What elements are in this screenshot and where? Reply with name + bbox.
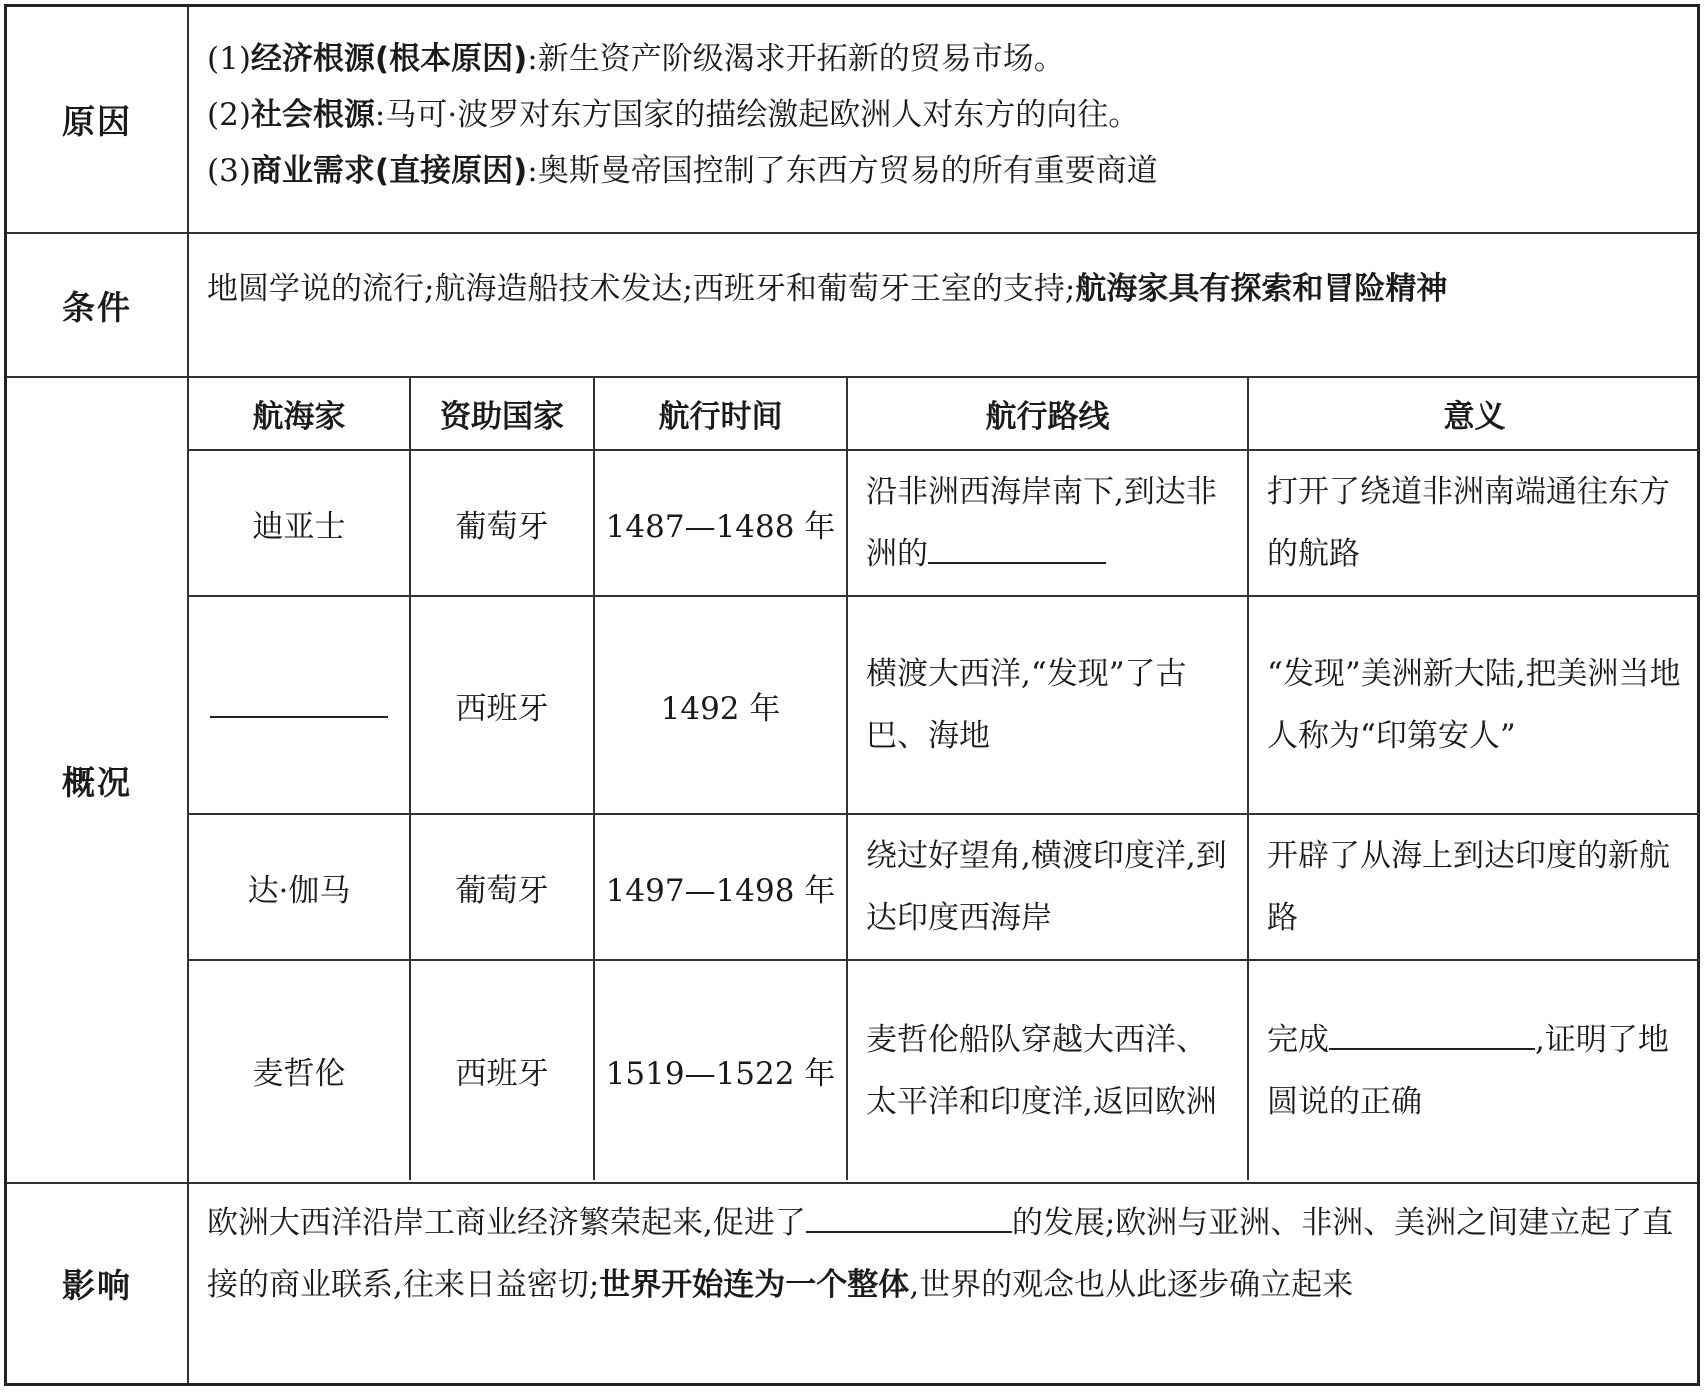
voyage-row-da-gama xyxy=(189,814,1700,960)
answer-blank[interactable] xyxy=(210,684,388,719)
navigator-cell: 达·伽马 xyxy=(189,814,410,960)
time-cell: 1519—1522 年 xyxy=(594,960,847,1180)
column-header-country: 资助国家 xyxy=(410,378,594,450)
impact-text xyxy=(207,1184,1685,1316)
overview-row xyxy=(7,378,1697,1184)
impact-text-bold: 世界开始连为一个整体 xyxy=(599,1267,910,1303)
impact-text-a: 欧洲大西洋沿岸工商业经济繁荣起来,促进了 xyxy=(207,1205,806,1241)
route-cell xyxy=(847,450,1248,596)
answer-blank[interactable] xyxy=(806,1198,1012,1233)
conditions-text xyxy=(207,234,1685,320)
time-cell: 1487—1488 年 xyxy=(594,450,847,596)
answer-blank[interactable] xyxy=(928,529,1106,564)
cause-key: 商业需求(直接原因) xyxy=(250,153,528,189)
column-header-navigator: 航海家 xyxy=(189,378,410,450)
navigator-cell: 迪亚士 xyxy=(189,450,410,596)
cause-number: (2) xyxy=(207,97,251,133)
conditions-row xyxy=(7,234,1697,378)
cause-text: :马可·波罗对东方国家的描绘激起欧洲人对东方的向往。 xyxy=(374,97,1140,133)
meaning-cell: 开辟了从海上到达印度的新航路 xyxy=(1248,814,1700,960)
column-header-route: 航行路线 xyxy=(847,378,1248,450)
voyage-row-columbus xyxy=(189,596,1700,814)
voyage-header-row xyxy=(189,378,1700,450)
cause-item-3 xyxy=(207,143,1685,199)
meaning-cell: “发现”美洲新大陆,把美洲当地人称为“印第安人” xyxy=(1248,596,1700,814)
impact-text-c: ,世界的观念也从此逐步确立起来 xyxy=(909,1267,1354,1303)
answer-blank[interactable] xyxy=(1329,1015,1535,1050)
voyage-row-dias xyxy=(189,450,1700,596)
causes-heading: 原因 xyxy=(7,7,189,232)
navigator-cell: 麦哲伦 xyxy=(189,960,410,1180)
cause-key: 经济根源(根本原因) xyxy=(250,41,528,77)
cause-number: (3) xyxy=(207,153,251,189)
cause-key: 社会根源 xyxy=(250,97,375,133)
time-cell: 1497—1498 年 xyxy=(594,814,847,960)
country-cell: 西班牙 xyxy=(410,960,594,1180)
conditions-text-bold: 航海家具有探索和冒险精神 xyxy=(1075,271,1448,307)
overview-heading: 概况 xyxy=(7,378,189,1182)
impact-row xyxy=(7,1184,1697,1383)
overview-content xyxy=(189,378,1697,1182)
cause-text: :奥斯曼帝国控制了东西方贸易的所有重要商道 xyxy=(527,153,1158,189)
meaning-cell xyxy=(1248,960,1700,1180)
voyage-table xyxy=(189,378,1700,1180)
country-cell: 葡萄牙 xyxy=(410,814,594,960)
impact-content xyxy=(189,1184,1697,1383)
voyage-row-magellan xyxy=(189,960,1700,1180)
cause-number: (1) xyxy=(207,41,251,77)
conditions-text-plain: 地圆学说的流行;航海造船技术发达;西班牙和葡萄牙王室的支持; xyxy=(207,271,1076,307)
cause-text: :新生资产阶级渴求开拓新的贸易市场。 xyxy=(527,41,1065,77)
conditions-heading: 条件 xyxy=(7,234,189,376)
route-text: 沿非洲西海岸南下,到达非洲的 xyxy=(866,474,1217,572)
route-cell: 横渡大西洋,“发现”了古巴、海地 xyxy=(847,596,1248,814)
conditions-content xyxy=(189,234,1697,376)
country-cell: 西班牙 xyxy=(410,596,594,814)
navigator-cell xyxy=(189,596,410,814)
route-cell: 麦哲伦船队穿越大西洋、太平洋和印度洋,返回欧洲 xyxy=(847,960,1248,1180)
country-cell: 葡萄牙 xyxy=(410,450,594,596)
time-cell: 1492 年 xyxy=(594,596,847,814)
meaning-text: 完成 xyxy=(1267,1021,1329,1058)
column-header-time: 航行时间 xyxy=(594,378,847,450)
cause-item-2 xyxy=(207,87,1685,143)
causes-row xyxy=(7,7,1697,234)
causes-content xyxy=(189,7,1697,232)
column-header-meaning: 意义 xyxy=(1248,378,1700,450)
meaning-text: ,证明了地圆说的正确 xyxy=(1267,1021,1669,1120)
impact-text-b: 的发展;欧洲与亚洲、非洲、美洲之间建立起了直接的商业联系,往来日益密切; xyxy=(207,1205,1674,1303)
summary-table xyxy=(4,4,1700,1386)
route-cell: 绕过好望角,横渡印度洋,到达印度西海岸 xyxy=(847,814,1248,960)
cause-item-1 xyxy=(207,31,1685,87)
meaning-cell: 打开了绕道非洲南端通往东方的航路 xyxy=(1248,450,1700,596)
impact-heading: 影响 xyxy=(7,1184,189,1383)
